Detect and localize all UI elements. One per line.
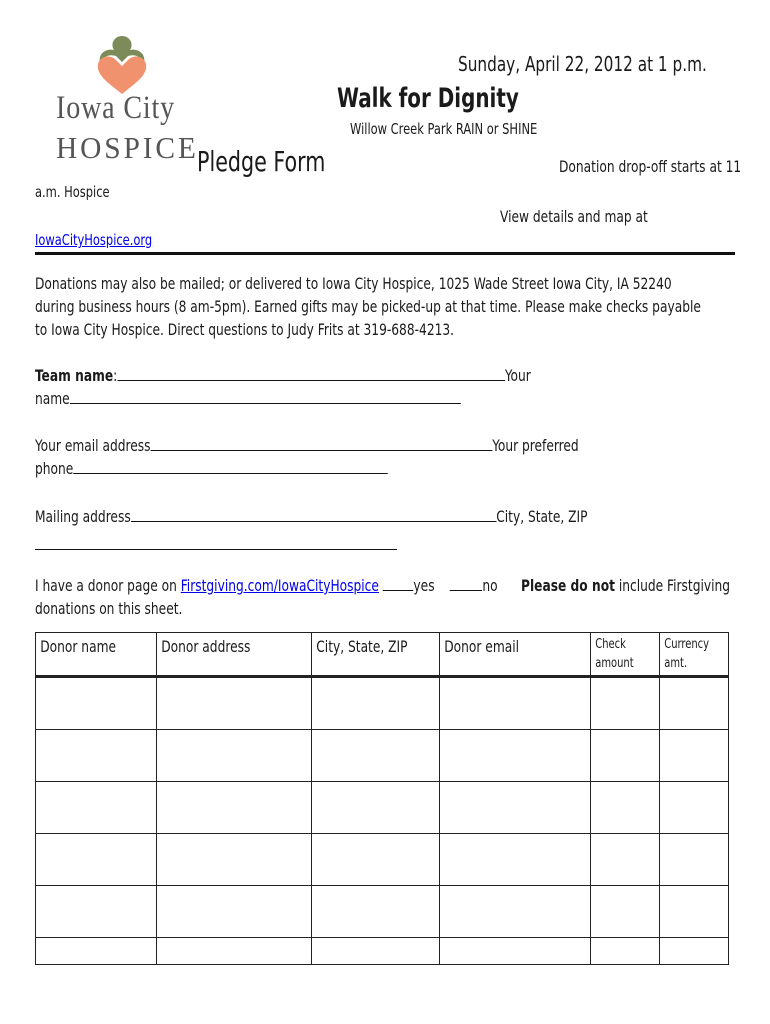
table-cell[interactable] xyxy=(311,938,440,965)
table-cell[interactable] xyxy=(311,730,440,782)
col-header-donor-address: Donor address xyxy=(156,633,311,677)
view-details-text: View details and map at xyxy=(500,207,648,226)
email-label: Your email address xyxy=(35,436,151,455)
note-bold: Please do not xyxy=(521,576,615,595)
donor-table xyxy=(35,632,729,965)
col-header-currency-amt: Currency amt. xyxy=(660,633,729,677)
table-row xyxy=(36,938,729,965)
table-cell[interactable] xyxy=(591,782,660,834)
col-header-donor-email: Donor email xyxy=(440,633,591,677)
table-header-row xyxy=(36,633,729,677)
donor-page-row xyxy=(35,576,498,595)
table-cell[interactable] xyxy=(440,677,591,730)
table-cell[interactable] xyxy=(660,834,729,886)
divider xyxy=(35,252,735,255)
table-cell[interactable] xyxy=(156,730,311,782)
table-cell[interactable] xyxy=(660,886,729,938)
table-cell[interactable] xyxy=(156,834,311,886)
table-cell[interactable] xyxy=(156,886,311,938)
team-name-field[interactable] xyxy=(117,366,505,381)
donor-page-lead: I have a donor page on xyxy=(35,576,181,595)
event-title: Walk for Dignity xyxy=(337,83,519,114)
email-field[interactable] xyxy=(150,436,492,451)
logo-line-2: HOSPICE xyxy=(56,130,199,165)
team-name-label: Team name xyxy=(35,366,114,385)
event-venue: Willow Creek Park RAIN or SHINE xyxy=(350,120,538,138)
table-cell[interactable] xyxy=(36,938,157,965)
team-name-row: Team name: Your xyxy=(35,366,531,385)
table-row xyxy=(36,886,729,938)
site-link[interactable]: IowaCityHospice.org xyxy=(35,231,153,249)
table-cell[interactable] xyxy=(36,730,157,782)
phone-label: phone xyxy=(35,459,74,478)
table-cell[interactable] xyxy=(440,938,591,965)
donor-page-line2: donations on this sheet. xyxy=(35,599,183,618)
mailing-field[interactable] xyxy=(131,507,497,522)
table-row xyxy=(36,834,729,886)
yes-blank[interactable] xyxy=(383,576,414,591)
phone-row xyxy=(35,459,388,478)
note-rest: include Firstgiving xyxy=(614,576,731,595)
table-cell[interactable] xyxy=(440,782,591,834)
your-label: Your xyxy=(504,366,531,385)
email-row xyxy=(35,436,579,455)
table-cell[interactable] xyxy=(156,782,311,834)
phone-field[interactable] xyxy=(73,459,388,474)
table-cell[interactable] xyxy=(311,834,440,886)
no-label: no xyxy=(482,576,498,595)
table-cell[interactable] xyxy=(440,834,591,886)
preferred-label: Your preferred xyxy=(492,436,579,455)
logo-line-1: Iowa City xyxy=(56,90,176,126)
table-row xyxy=(36,730,729,782)
logo-figure-icon xyxy=(98,36,146,94)
table-cell[interactable] xyxy=(311,886,440,938)
table-cell[interactable] xyxy=(156,938,311,965)
table-cell[interactable] xyxy=(36,886,157,938)
name-label: name xyxy=(35,389,70,408)
table-cell[interactable] xyxy=(591,730,660,782)
mailing-row xyxy=(35,507,587,526)
csz-label: City, State, ZIP xyxy=(496,507,588,526)
instructions-paragraph: Donations may also be mailed; or delivered to Iowa City Hospice, 1025 Wade Street Iowa City, IA 52240 during business hours (8 am-5pm). Earned gifts may be picked-up at that time. Please make checks payable to Iowa City Hospice. Direct questions to Judy Frits at 319-688-4213. xyxy=(35,274,701,339)
table-cell[interactable] xyxy=(660,938,729,965)
table-cell[interactable] xyxy=(36,834,157,886)
table-cell[interactable] xyxy=(36,782,157,834)
yes-label: yes xyxy=(413,576,435,595)
dropoff-text-cont: a.m. Hospice xyxy=(35,183,110,201)
table-cell[interactable] xyxy=(440,886,591,938)
col-header-check-amount: Check amount xyxy=(591,633,660,677)
dropoff-text: Donation drop-off starts at 11 xyxy=(559,157,742,176)
table-cell[interactable] xyxy=(440,730,591,782)
table-cell[interactable] xyxy=(660,782,729,834)
table-cell[interactable] xyxy=(156,677,311,730)
table-cell[interactable] xyxy=(660,730,729,782)
col-header-city-state-zip: City, State, ZIP xyxy=(311,633,440,677)
table-cell[interactable] xyxy=(591,886,660,938)
table-cell[interactable] xyxy=(311,782,440,834)
table-cell[interactable] xyxy=(311,677,440,730)
table-cell[interactable] xyxy=(591,938,660,965)
firstgiving-link[interactable]: Firstgiving.com/IowaCityHospice xyxy=(180,576,379,595)
csz-field[interactable] xyxy=(35,549,397,550)
no-blank[interactable] xyxy=(450,576,482,591)
col-header-donor-name: Donor name xyxy=(36,633,157,677)
event-date: Sunday, April 22, 2012 at 1 p.m. xyxy=(458,52,707,76)
table-row xyxy=(36,677,729,730)
your-name-field[interactable] xyxy=(70,389,461,404)
form-title: Pledge Form xyxy=(197,145,326,178)
your-name-row xyxy=(35,389,461,408)
table-row xyxy=(36,782,729,834)
table-cell[interactable] xyxy=(591,677,660,730)
table-cell[interactable] xyxy=(660,677,729,730)
mailing-label: Mailing address xyxy=(35,507,131,526)
table-cell[interactable] xyxy=(36,677,157,730)
firstgiving-note xyxy=(521,576,730,595)
table-cell[interactable] xyxy=(591,834,660,886)
